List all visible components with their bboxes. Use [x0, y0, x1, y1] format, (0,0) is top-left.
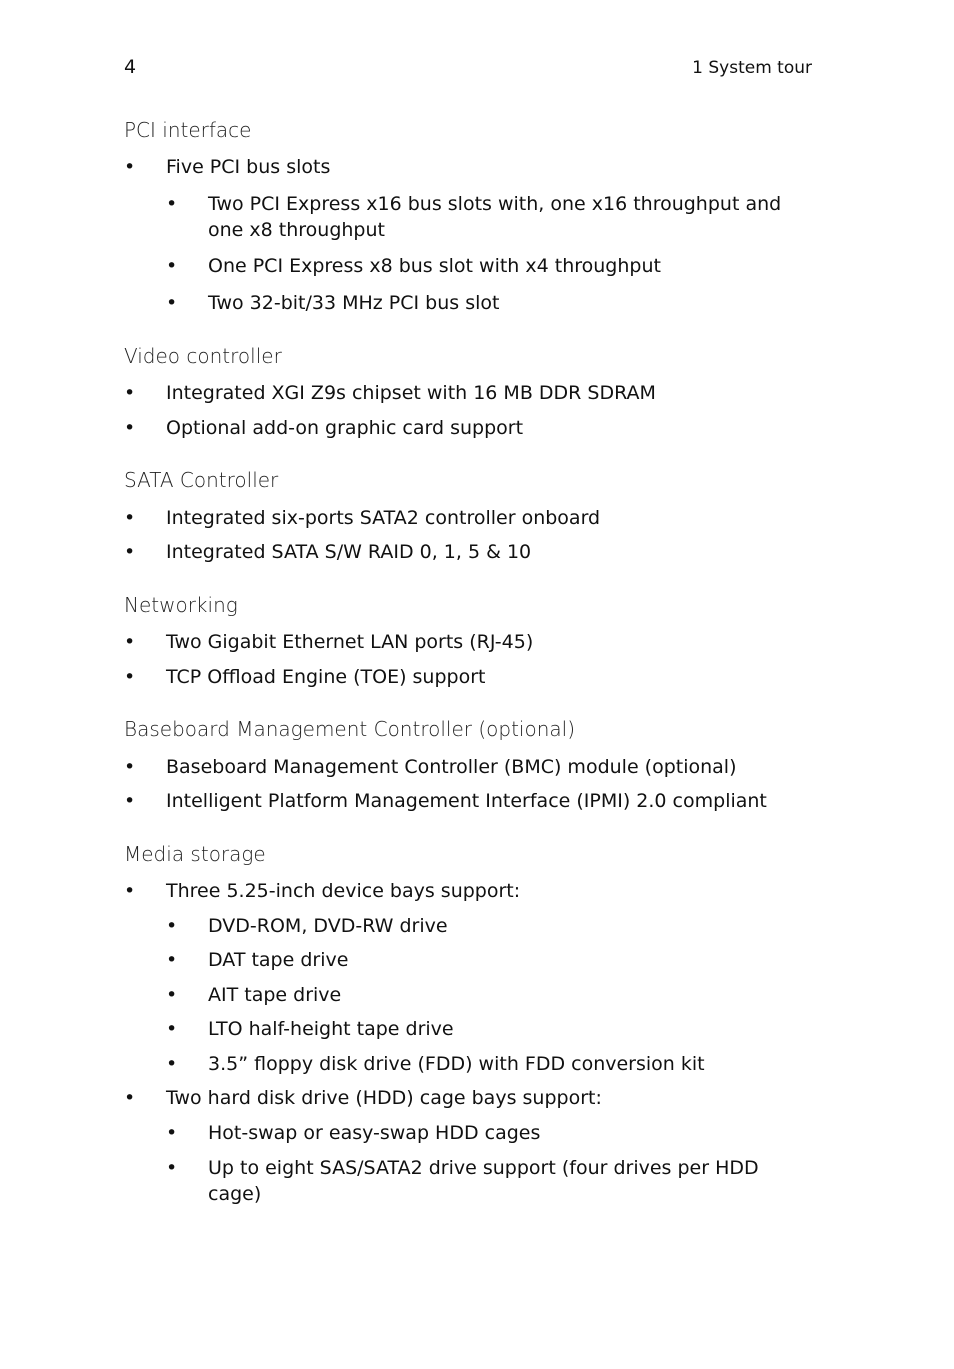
list-item-text: Five PCI bus slots: [166, 156, 331, 178]
list-item-text: Baseboard Management Controller (BMC) module (optional): [166, 756, 737, 778]
list-item-text: Integrated six-ports SATA2 controller onboard: [166, 507, 601, 529]
section-title: Baseboard Management Controller (optional): [124, 717, 575, 741]
bullet: •: [124, 417, 136, 439]
bullet: •: [124, 1087, 136, 1109]
section-title: Video controller: [124, 344, 282, 368]
list-item-text: Two hard disk drive (HDD) cage bays support:: [166, 1087, 602, 1109]
bullet: •: [166, 292, 178, 314]
list-item: [166, 191, 796, 243]
list-item-text: DAT tape drive: [208, 949, 349, 971]
list-item: [124, 664, 804, 690]
list-item-text: 3.5” floppy disk drive (FDD) with FDD conversion kit: [208, 1053, 705, 1075]
bullet: •: [166, 915, 178, 937]
list-item: [124, 788, 804, 814]
list-item-text: LTO half-height tape drive: [208, 1018, 454, 1040]
bullet: •: [124, 880, 136, 902]
bullet: •: [166, 1053, 178, 1075]
bullet: •: [124, 631, 136, 653]
list-item: [166, 1016, 796, 1042]
bullet: •: [166, 984, 178, 1006]
list-item: [166, 913, 796, 939]
list-item-text: DVD-ROM, DVD-RW drive: [208, 915, 448, 937]
list-item-text: Hot-swap or easy-swap HDD cages: [208, 1122, 541, 1144]
list-item-text: Up to eight SAS/SATA2 drive support (four drives per HDD cage): [208, 1157, 759, 1205]
list-item-text: Two Gigabit Ethernet LAN ports (RJ-45): [166, 631, 534, 653]
bullet: •: [166, 1157, 178, 1179]
list-item: [124, 154, 804, 180]
list-item-text: Optional add-on graphic card support: [166, 417, 524, 439]
running-head: 1 System tour: [692, 58, 812, 78]
list-item: [124, 505, 804, 531]
list-item-text: Intelligent Platform Management Interface (IPMI) 2.0 compliant: [166, 790, 767, 812]
list-item: [166, 1051, 796, 1077]
page-number: 4: [124, 56, 137, 78]
list-item: [166, 982, 796, 1008]
list-item: [124, 539, 804, 565]
list-item: [124, 754, 804, 780]
bullet: •: [124, 666, 136, 688]
bullet: •: [166, 193, 178, 215]
list-item-text: Integrated XGI Z9s chipset with 16 MB DDR SDRAM: [166, 382, 656, 404]
list-item-text: Two 32-bit/33 MHz PCI bus slot: [208, 292, 500, 314]
section-title: SATA Controller: [124, 468, 279, 492]
section-title: Media storage: [124, 842, 266, 866]
list-item: [166, 1120, 796, 1146]
list-item-text: AIT tape drive: [208, 984, 342, 1006]
bullet: •: [124, 790, 136, 812]
list-item-text: Three 5.25-inch device bays support:: [166, 880, 521, 902]
bullet: •: [124, 382, 136, 404]
list-item: [166, 947, 796, 973]
section-title: Networking: [124, 593, 238, 617]
list-item: [166, 253, 796, 279]
list-item-text: TCP Offload Engine (TOE) support: [166, 666, 486, 688]
list-item: [124, 380, 804, 406]
bullet: •: [166, 1122, 178, 1144]
bullet: •: [166, 1018, 178, 1040]
list-item: [124, 415, 804, 441]
bullet: •: [166, 255, 178, 277]
list-item: [124, 878, 804, 904]
list-item: [166, 1155, 796, 1207]
list-item-text: Two PCI Express x16 bus slots with, one x16 throughput and one x8 throughput: [208, 193, 782, 241]
list-item-text: One PCI Express x8 bus slot with x4 throughput: [208, 255, 661, 277]
bullet: •: [124, 156, 136, 178]
bullet: •: [124, 756, 136, 778]
list-item: [124, 629, 804, 655]
bullet: •: [166, 949, 178, 971]
list-item: [166, 290, 796, 316]
list-item: [124, 1085, 804, 1111]
bullet: •: [124, 507, 136, 529]
list-item-text: Integrated SATA S/W RAID 0, 1, 5 & 10: [166, 541, 532, 563]
section-title: PCI interface: [124, 118, 252, 142]
bullet: •: [124, 541, 136, 563]
